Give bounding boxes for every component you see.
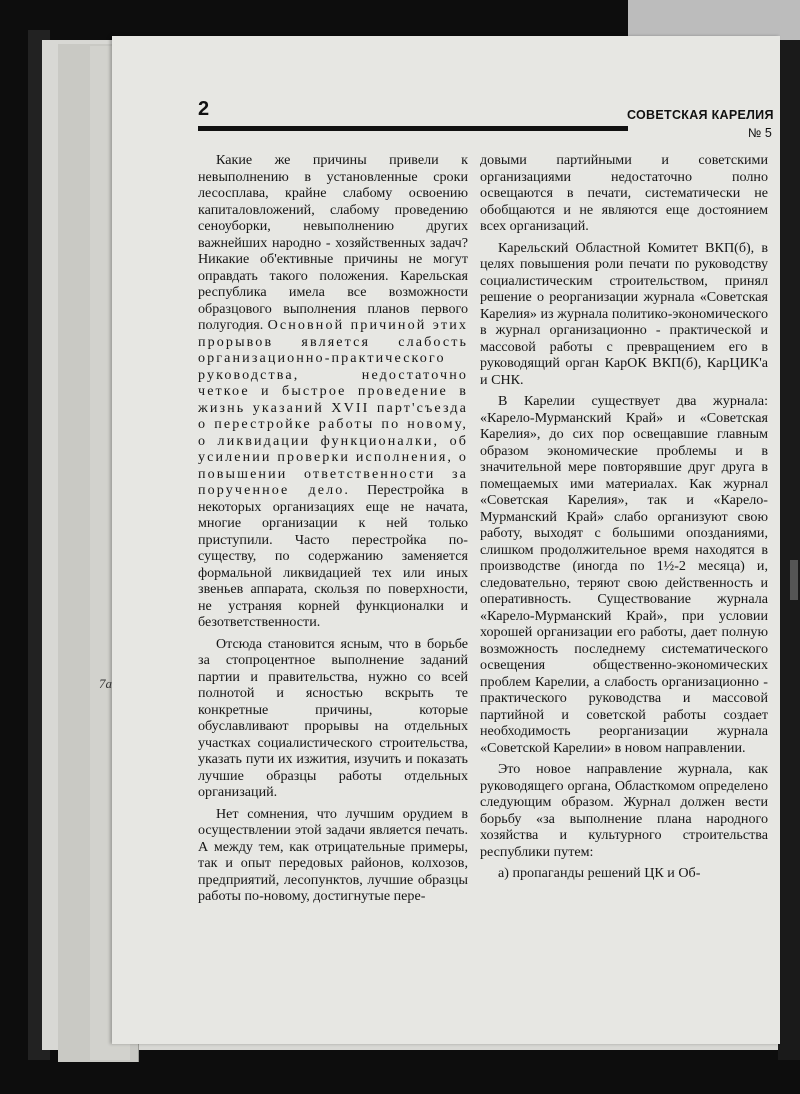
text-run: Перестройка в некоторых организациях еще не начата, многие организации к ней только приступили. Часто перестройка по-существу, по содержанию заменяется формальной ликвидацией тех или иных звеньев аппарата, скользя по поверхности, не устраняя корней функционалки и безответственности. — [198, 482, 468, 630]
page-number: 2 — [198, 98, 210, 120]
running-title: СОВЕТСКАЯ КАРЕЛИЯ — [627, 108, 774, 122]
issue-number: № 5 — [748, 126, 772, 140]
text-run: Какие же причины привели к невыполнению в установленные сроки лесосплава, крайне слабому освоению капиталовложений, слабому проведению сеноуборки, невыполнению других важнейших народно - хозяйственных задач? Никакие об'ективные причины не могут оправдать такого положения. Карельская республика имела все возможности образцового выполнения планов первого полугодия. — [198, 152, 468, 333]
margin-note: 7а — [99, 676, 112, 691]
text-column-right — [480, 152, 768, 887]
paragraph: Карельский Областной Комитет ВКП(б), в целях повышения роли печати по руководству социалистическим строительством, принял решение о реорганизации журнала «Советская Карелия» из журнала политико-экономического в журнал организационно - практической и массовой работы с превращением его в руководящий орган КарОК ВКП(б), КарЦИК'а и СНК. — [480, 239, 768, 388]
paragraph: В Карелии существует два журнала: «Карело-Мурманский Край» и «Советская Карелия», до сих пор освещавшие главным образом экономические проблемы и в значительной мере повторявшие друг друга в помещаемых ими материалах. Как журнал «Советская Карелия», так и «Карело-Мурманский Край» слабо организуют свою работу, выходят с большими опозданиями, слишком продолжительное время находятся в производстве (иногда по 1½-2 месяца) и, следовательно, теряют свою действенность и оперативность. Существование журнала «Карело-Мурманский Край», при условии хорошей организации его работы, дает полную возможность последнему систематического освещения общественно-экономических проблем Карелии, а слабость организационно - практического руководства и массовой партийной и советской работы создает необходимость реорганизации журнала «Советской Карелии» в новом направлении. — [480, 393, 768, 756]
document-page — [112, 36, 780, 1044]
header-rule — [198, 126, 628, 131]
paragraph: Это новое направление журнала, как руководящего органа, Областкомом определено следующим образом. Журнал должен вести борьбу «за выполнение плана народного хозяйства и культурного строительства республики путем: — [480, 761, 768, 860]
paragraph — [198, 152, 468, 631]
binding-clip — [790, 560, 798, 600]
paragraph: Нет сомнения, что лучшим орудием в осуществлении этой задачи является печать. А между тем, как отрицательные примеры, так и опыт передовых районов, колхозов, предприятий, лесопунктов, лучшие образцы работы по-новому, достигнутые пере- — [198, 805, 468, 904]
paragraph: а) пропаганды решений ЦК и Об- — [498, 865, 701, 881]
paragraph-continued: довыми партийными и советскими организациями недостаточно полно освещаются в печати, систематически не обобщаются и не являются еще достоянием всех организаций. — [480, 152, 768, 234]
text-column-left — [198, 152, 468, 910]
scan-right-edge — [778, 40, 800, 1060]
spaced-emphasis-text: Основной причиной этих прорывов является слабость организационно-практического руководства, недостаточно четкое и быстрое проведение в жизнь указаний XVII парт'съезда о перестройке работы по новому, о ликвидации функционалки, об усилении проверки исполнения, о повышении ответственности за порученное дело. — [198, 317, 468, 498]
paragraph: Отсюда становится ясным, что в борьбе за стопроцентное выполнение заданий партии и правительства, нужно со всей полнотой и ясностью вскрыть те конкретные причины, которые обуславливают прорывы на отдельных участках социалистического строительства, указать пути их изжития, изучить и показать лучшие образцы работы отдельных организаций. — [198, 635, 468, 800]
